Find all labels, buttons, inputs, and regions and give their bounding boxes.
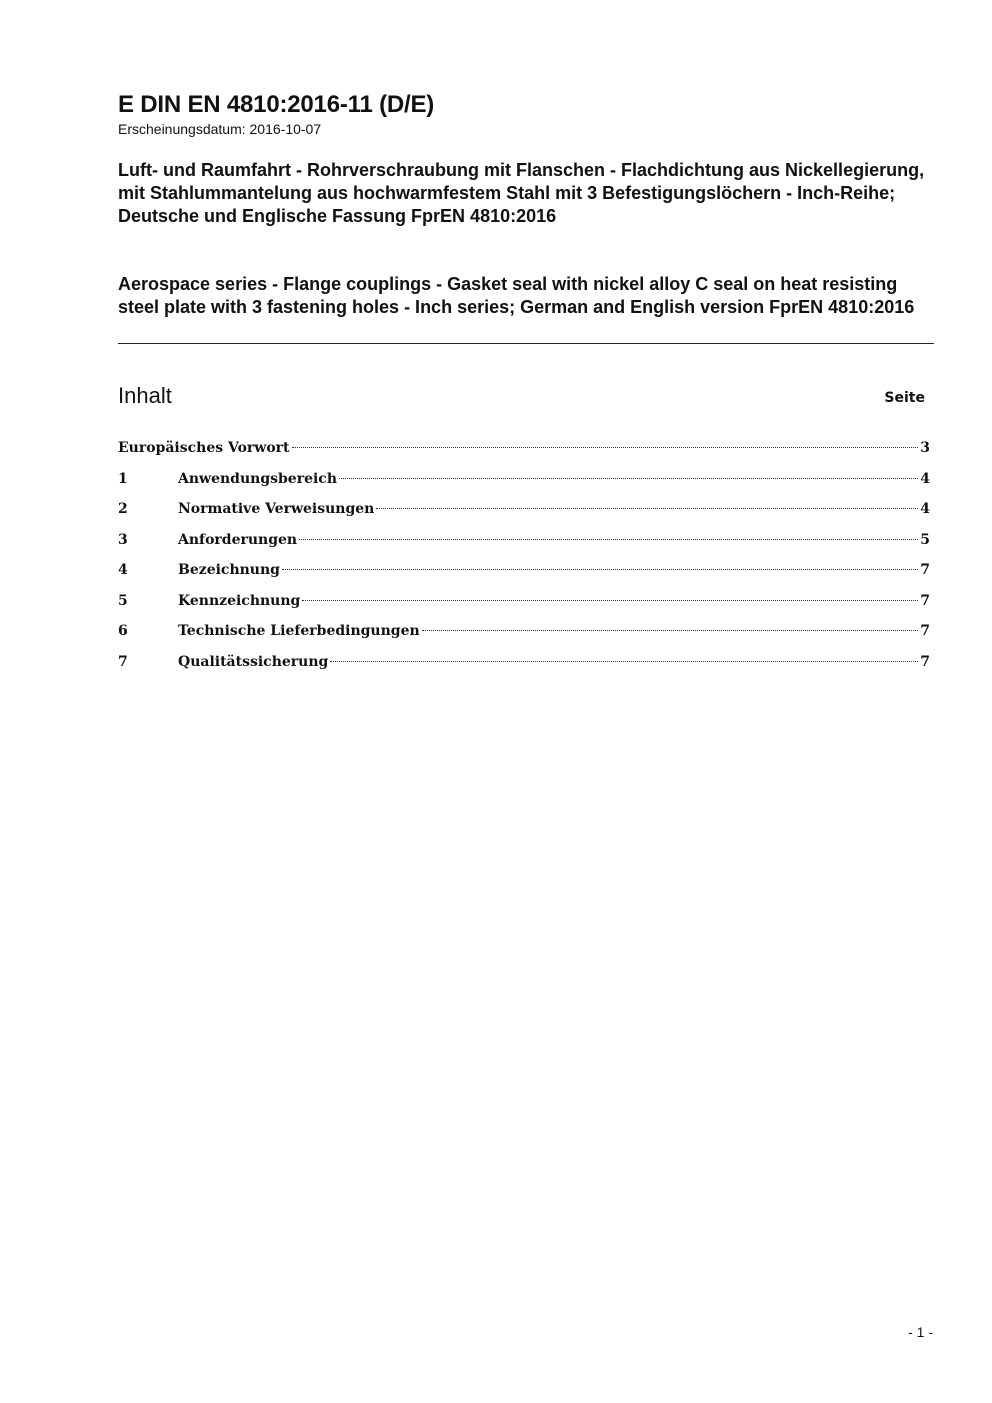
toc-entry-page: 7 (920, 592, 930, 609)
toc-leader-dots (339, 478, 918, 479)
english-title: Aerospace series - Flange couplings - Gasket seal with nickel alloy C seal on heat resisting steel plate with 3 fastening holes - Inch series; German and English version FprEN 4810:2016 (118, 274, 915, 317)
toc-entry-title: Europäisches Vorwort (118, 440, 290, 456)
toc-entry[interactable] (118, 623, 930, 654)
german-title: Luft- und Raumfahrt - Rohrverschraubung mit Flanschen - Flachdichtung aus Nickellegierung, mit Stahlummantelung aus hochwarmfestem Stahl mit 3 Befestigungslöchern - Inch-Reihe; Deutsche und Englische Fassung FprEN 4810:2016 (118, 160, 925, 226)
toc-entry-title: Technische Lieferbedingungen (178, 623, 420, 639)
toc-leader-dots (302, 600, 918, 601)
toc-entry-title: Bezeichnung (178, 562, 280, 578)
toc-heading: Inhalt (118, 383, 172, 408)
toc-entry-page: 7 (920, 623, 930, 639)
toc-entry[interactable] (118, 440, 930, 471)
toc-entry[interactable] (118, 593, 930, 624)
toc-entry-page: 7 (920, 562, 930, 578)
toc-entry-number: 1 (118, 470, 128, 487)
toc-entry[interactable] (118, 471, 930, 502)
document-id: E DIN EN 4810:2016-11 (D/E) (118, 91, 435, 118)
toc-entry-page: 4 (920, 501, 930, 517)
toc-entry-title: Anwendungsbereich (178, 470, 337, 487)
toc-entry-number: 3 (118, 531, 128, 548)
toc-entry[interactable] (118, 562, 930, 593)
table-of-contents (118, 440, 930, 684)
toc-entry-page: 3 (920, 440, 930, 456)
toc-leader-dots (376, 508, 918, 509)
toc-entry[interactable] (118, 654, 930, 685)
toc-entry-page: 7 (920, 653, 930, 670)
toc-entry[interactable] (118, 532, 930, 563)
title-divider (118, 343, 934, 344)
toc-entry-title: Anforderungen (178, 531, 298, 548)
toc-entry-number: 5 (118, 592, 128, 609)
toc-leader-dots (330, 661, 918, 662)
toc-entry-title: Kennzeichnung (178, 592, 301, 609)
toc-entry-number: 6 (118, 623, 128, 639)
page-number: - 1 - (908, 1324, 933, 1340)
toc-leader-dots (292, 447, 919, 448)
toc-entry-title: Normative Verweisungen (178, 501, 375, 517)
toc-entry-number: 4 (118, 562, 128, 578)
toc-entry-title: Qualitätssicherung (178, 653, 329, 670)
toc-entry-page: 4 (920, 470, 930, 487)
publication-date: Erscheinungsdatum: 2016-10-07 (118, 121, 322, 137)
toc-leader-dots (282, 569, 918, 570)
toc-page-label: Seite (884, 390, 925, 406)
toc-leader-dots (299, 539, 918, 540)
toc-leader-dots (422, 630, 919, 631)
toc-entry-page: 5 (920, 531, 930, 548)
toc-entry[interactable] (118, 501, 930, 532)
toc-entry-number: 2 (118, 501, 128, 517)
toc-entry-number: 7 (118, 653, 128, 670)
